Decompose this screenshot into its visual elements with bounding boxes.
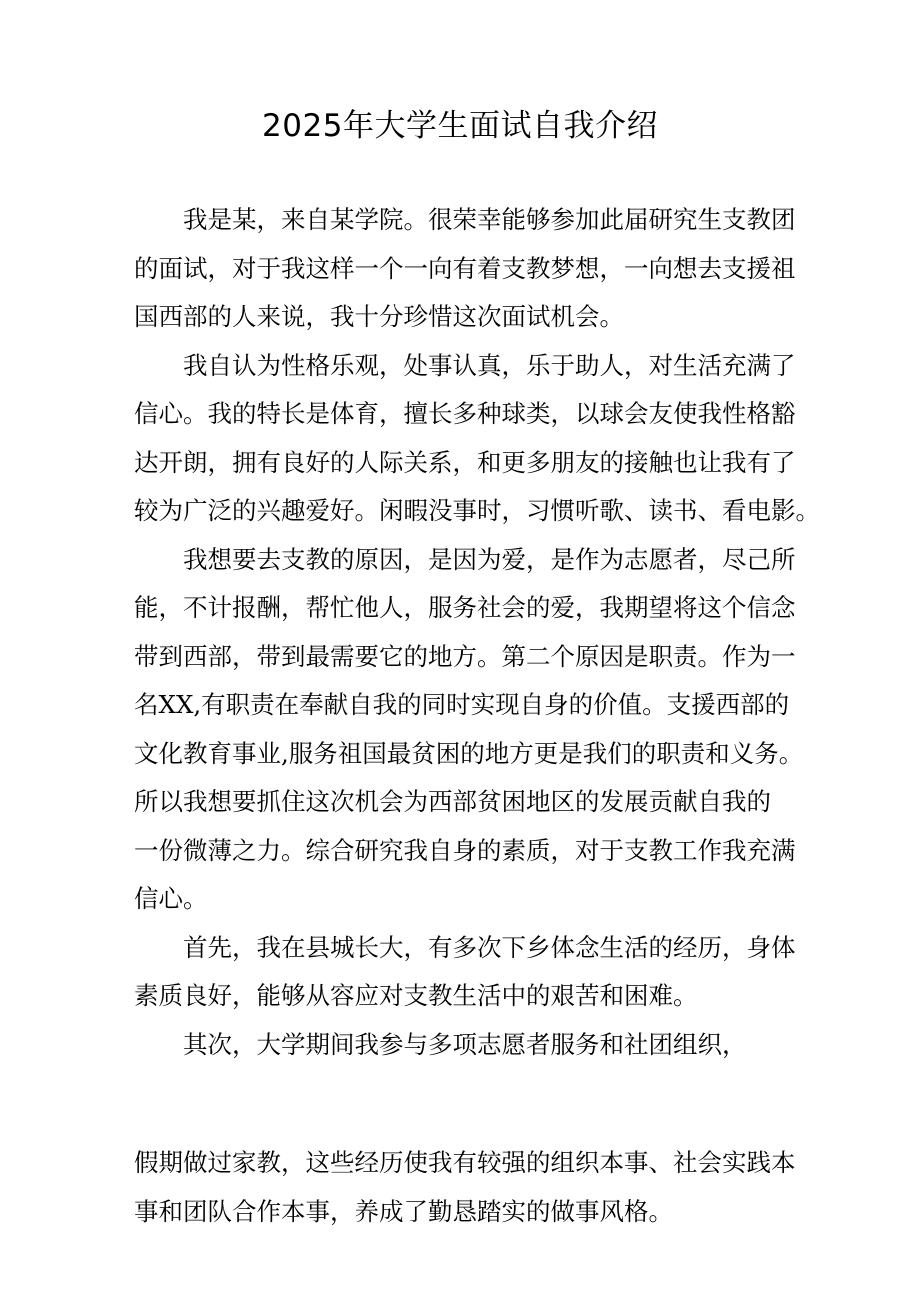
text-line: 我是某，来自某学院。很荣幸能够参加此届研究生支教团 (183, 205, 796, 234)
text-line: 带到西部，带到最需要它的地方。第二个原因是职责。作为一 (134, 641, 796, 671)
paragraph-gap (134, 1069, 814, 1139)
text-line: 首先，我在县城长大，有多次下乡体念生活的经历，身体 (183, 932, 796, 962)
text-line: 文化教育事业,服务祖国最贫困的地方更是我们的职责和义务。 (134, 738, 804, 768)
text-line: 国西部的人来说，我十分珍惜这次面试机会。 (134, 302, 624, 331)
text-line: 我自认为性格乐观，处事认真，乐于助人，对生活充满了 (183, 350, 796, 380)
text-line: 其次，大学期间我参与多项志愿者服务和社团组织， (183, 1029, 747, 1059)
page-title: 2025年大学生面试自我介绍 (262, 108, 658, 144)
text-line: 事和团队合作本事，养成了勤恳踏实的做事风格。 (134, 1196, 673, 1226)
text-line: 的面试，对于我这样一个一向有着支教梦想，一向想去支援祖 (134, 253, 796, 283)
text-line: 较为广泛的兴趣爱好。闲暇没事时，习惯听歌、读书、看电影。 (134, 496, 820, 525)
text-line: 一份微薄之力。综合研究我自身的素质，对于支教工作我充满 (134, 835, 796, 865)
text-line: 达开朗，拥有良好的人际关系，和更多朋友的接触也让我有了 (134, 447, 796, 477)
text-line: 素质良好，能够从容应对支教生活中的艰苦和困难。 (134, 981, 698, 1010)
text-line: 所以我想要抓住这次机会为西部贫困地区的发展贡献自我的 (134, 787, 771, 816)
text-line: 我想要去支教的原因，是因为爱，是作为志愿者，尽己所 (183, 544, 796, 574)
text-line: 能，不计报酬，帮忙他人，服务社会的爱，我期望将这个信念 (134, 593, 796, 622)
document-body (134, 196, 820, 1236)
text-line: 信心。 (134, 884, 208, 913)
text-line: 名XX,有职责在奉献自我的同时实现自身的价值。支援西部的 (134, 690, 790, 719)
text-line: 信心。我的特长是体育，擅长多种球类，以球会友使我性格豁 (134, 399, 796, 428)
text-line: 假期做过家教，这些经历使我有较强的组织本事、社会实践本 (134, 1148, 796, 1177)
